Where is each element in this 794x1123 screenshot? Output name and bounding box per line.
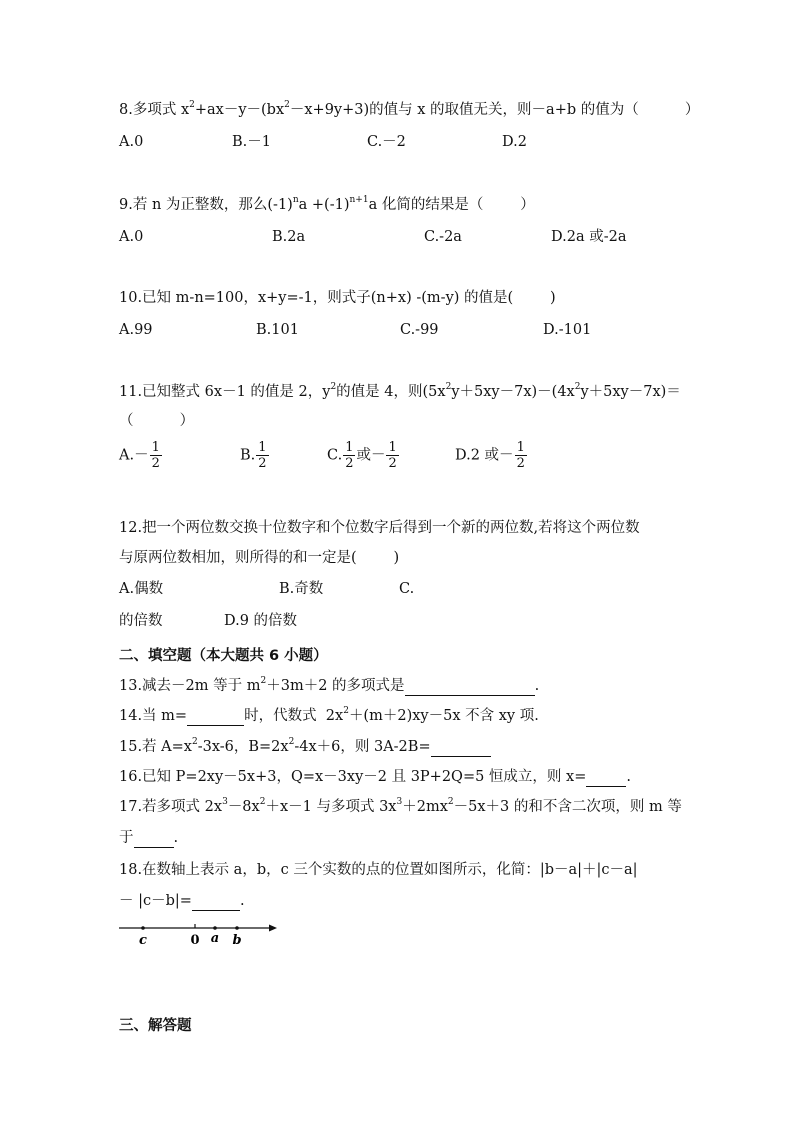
answer-blank [586,771,626,787]
q16-text: 16.已知 P=2xy－5x+3，Q=x－3xy－2 且 3P+2Q=5 恒成立，则 x= [119,769,587,785]
q8-option-b: B.－1 [232,134,271,150]
q17-text: －8x [227,799,260,815]
fraction [386,440,398,471]
q11-option-a-label: A.－ [119,447,149,464]
q17-text: ＋x－1 与多项式 3x [265,799,397,815]
q11-option-d [455,440,528,471]
q17-text: 17.若多项式 2x [119,799,223,815]
q10-option-b: B.101 [256,322,299,338]
point-c [141,926,145,930]
q10-option-a: A.99 [119,322,153,338]
fraction-denominator: 2 [151,456,160,471]
q11-text: y＋5xy－7x)－(4x [451,384,575,400]
q11-option-d-label: D.2 或－ [455,447,514,464]
arrow-right-icon [269,925,277,932]
q9-text: a 化简的结果是（ ） [368,197,535,213]
q17-exponent: 3 [222,797,228,807]
q15-text: -3x-6，B=2x [197,739,289,755]
q12-option-c: C. [399,581,415,597]
fraction-numerator: 1 [388,440,397,455]
q16-text: . [626,769,631,785]
answer-blank [187,710,244,726]
fraction-denominator: 2 [388,456,397,471]
q11-exponent: 2 [445,382,452,392]
q10-option-c: C.-99 [400,322,439,338]
section-3-heading: 三、解答题 [119,1018,192,1034]
q11-text: 11.已知整式 6x－1 的值是 2，y [119,384,331,400]
q18-text: . [239,893,245,909]
q17-text: －5x＋3 的和不含二次项，则 m 等 [453,799,682,815]
q10-option-d: D.-101 [543,322,592,338]
q11-option-c-mid: 或－ [356,447,386,464]
q9-option-d: D.2a 或-2a [551,229,627,245]
q11-text: y＋5xy－7x)＝ [580,384,681,400]
question-17-line2 [119,828,178,848]
q11-option-b-label: B. [240,447,256,464]
point-a [213,926,217,930]
fraction [515,440,527,471]
q8-exponent: 2 [284,100,290,110]
question-16 [119,767,631,787]
q8-text: 8.多项式 x [119,102,190,118]
fraction-denominator: 2 [516,456,525,471]
answer-blank [192,895,240,911]
question-9-stem [119,195,535,215]
q11-answer-paren: （ ） [119,413,195,429]
q17-exponent: 2 [259,797,266,807]
q12-option-d: D.9 的倍数 [224,613,298,629]
question-11-stem [119,382,681,402]
q9-text: 9.若 n 为正整数，那么(-1) [119,197,293,213]
q11-option-c [327,440,400,471]
q13-text: . [534,678,540,694]
question-18-line2 [119,891,245,911]
q8-text: +ax－y－(bx [194,102,285,118]
q11-option-a [119,440,163,471]
q11-option-b [240,440,270,471]
q18-text: － |c－b|= [119,893,192,909]
question-17-line1 [119,797,682,817]
q8-text: －x+9y+3)的值与 x 的取值无关，则－a+b 的值为（ ） [289,102,700,118]
q11-exponent: 2 [574,382,581,392]
q8-option-c: C.－2 [367,134,406,150]
q9-option-a: A.0 [119,229,144,245]
question-12-line2: 与原两位数相加，则所得的和一定是( ) [119,550,400,566]
question-10-stem: 10.已知 m-n=100，x+y=-1，则式子(n+x) -(m-y) 的值是( ) [119,290,556,306]
question-12-line1: 12.把一个两位数交换十位数字和个位数字后得到一个新的两位数,若将这个两位数 [119,520,640,536]
q8-exponent: 2 [189,100,195,110]
fraction-denominator: 2 [345,456,354,471]
q9-option-b: B.2a [272,229,306,245]
fraction [256,440,268,471]
q14-text: ＋(m＋2)xy－5x 不含 xy 项. [348,708,539,724]
q17-text: 于 [119,830,134,846]
fraction-numerator: 1 [258,440,267,455]
question-18-line1: 18.在数轴上表示 a，b，c 三个实数的点的位置如图所示，化简：|b－a|＋|c－a| [119,862,638,878]
q15-exponent: 2 [191,737,198,747]
fraction [343,440,355,471]
q8-option-d: D.2 [502,134,527,150]
question-15 [119,737,491,757]
q11-exponent: 2 [330,382,337,392]
q17-text: ＋2mx [402,799,448,815]
question-14 [119,706,539,726]
label-a: a [210,931,220,946]
q14-text: 14.当 m= [119,708,188,724]
q17-exponent: 2 [447,797,454,807]
q17-text: . [173,830,179,846]
section-2-heading: 二、填空题（本大题共 6 小题） [119,648,328,664]
q15-text: -4x＋6，则 3A-2B= [294,739,431,755]
q17-exponent: 3 [396,797,403,807]
q13-text: 13.减去－2m 等于 m [119,678,261,694]
fraction-numerator: 1 [516,440,525,455]
question-8-stem [119,100,699,120]
label-c: c [139,933,147,948]
number-line-figure [119,918,281,948]
fraction [150,440,162,471]
answer-blank [405,680,535,696]
q14-text: 时，代数式 2x [244,708,344,724]
q13-exponent: 2 [260,676,267,686]
fraction-numerator: 1 [151,440,160,455]
q11-option-c-label: C. [327,447,343,464]
q8-option-a: A.0 [119,134,144,150]
label-b: b [232,933,242,948]
q11-text: 的值是 4，则(5x [336,384,446,400]
q9-text: a +(-1) [298,197,350,213]
label-zero: 0 [190,933,200,948]
q15-text: 15.若 A=x [119,739,192,755]
q15-exponent: 2 [288,737,295,747]
answer-blank [134,832,174,848]
q12-option-a: A.偶数 [119,581,164,597]
fraction-denominator: 2 [258,456,267,471]
q14-exponent: 2 [343,706,349,716]
q13-text: ＋3m＋2 的多项式是 [266,678,405,694]
q9-option-c: C.-2a [424,229,462,245]
q9-exponent: n+1 [349,195,369,205]
q9-exponent: n [292,195,299,205]
q12-option-b: B.奇数 [279,581,324,597]
question-13 [119,676,539,696]
answer-blank [431,741,491,757]
q12-option-c-cont: 的倍数 [119,613,163,629]
point-b [235,926,239,930]
fraction-numerator: 1 [345,440,354,455]
